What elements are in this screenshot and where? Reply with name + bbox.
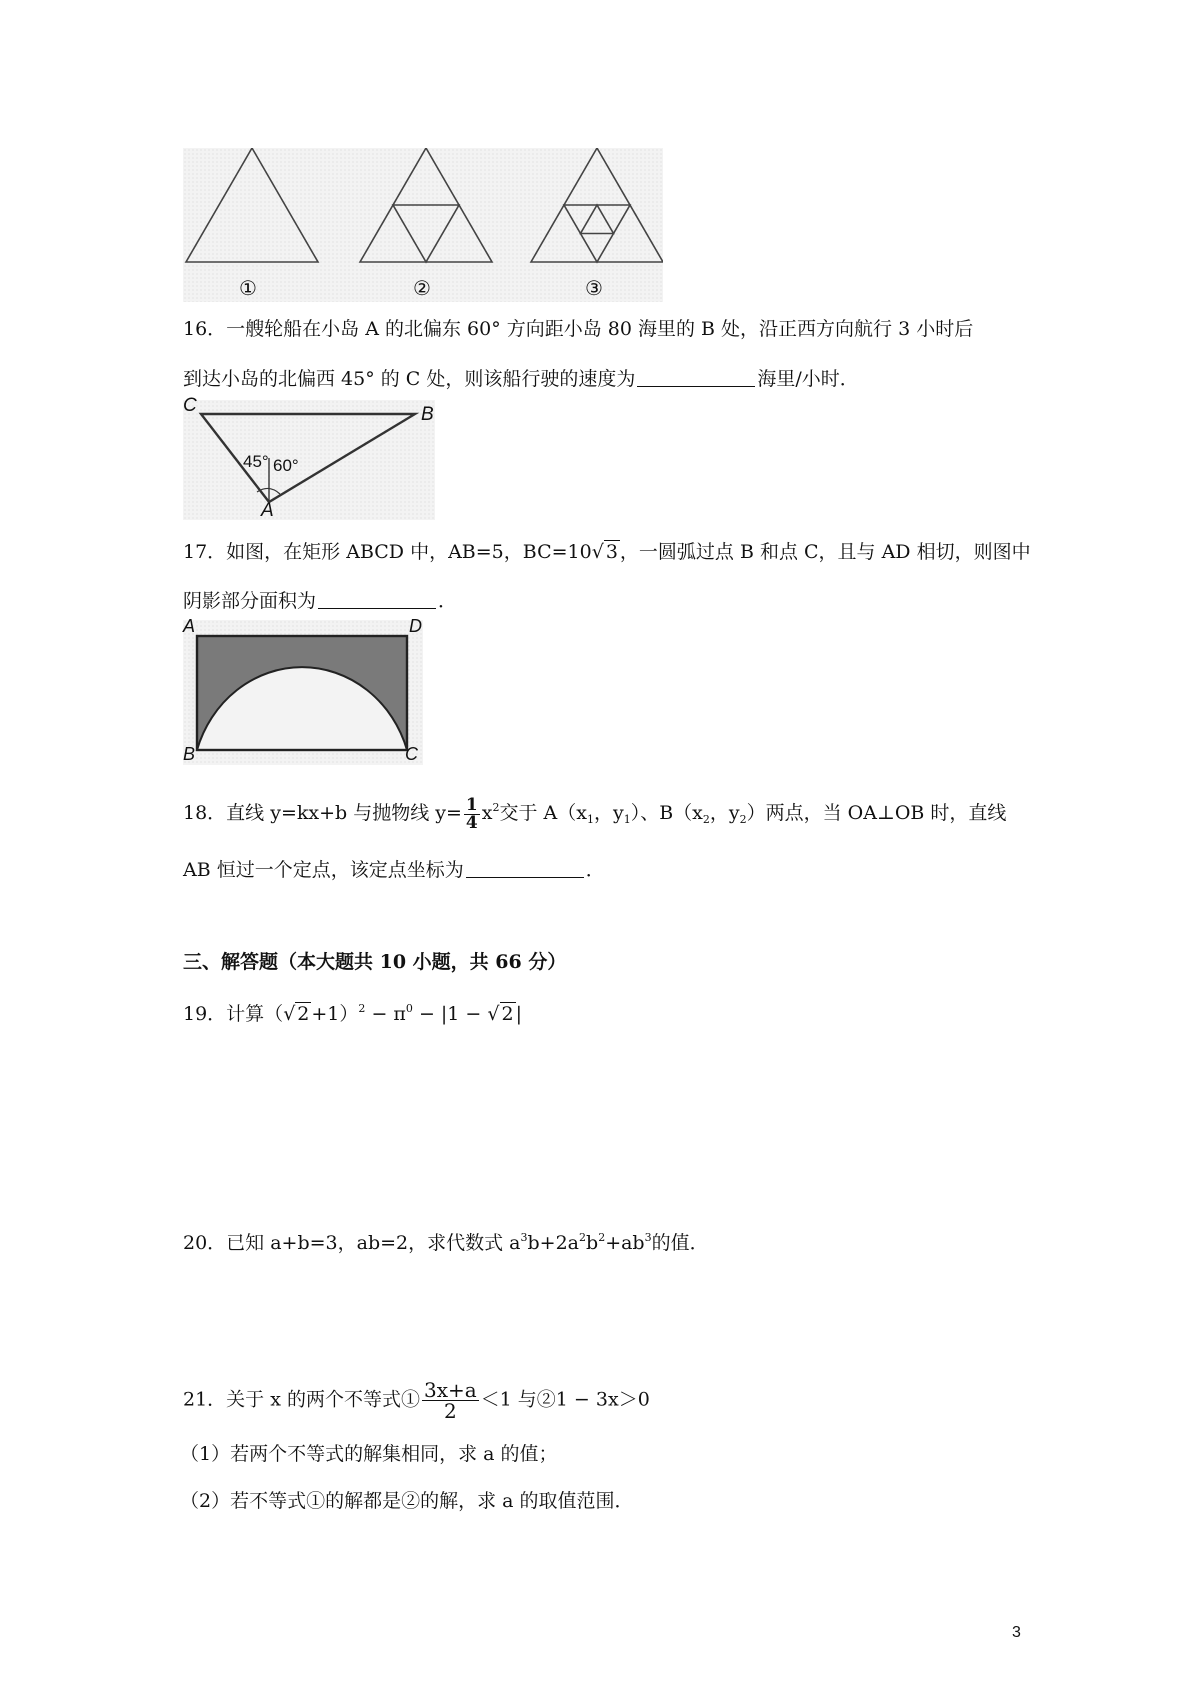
label-A: A bbox=[261, 500, 274, 521]
q16-unit: 海里/小时． bbox=[757, 368, 859, 390]
triangle-label-2: ② bbox=[413, 276, 431, 300]
q19-sup: 2 bbox=[358, 1002, 366, 1015]
triangle-label-3: ③ bbox=[585, 276, 603, 300]
q20-sup-2: 2 bbox=[579, 1231, 587, 1244]
ship-triangle-drawing bbox=[183, 400, 435, 520]
figure-triangles bbox=[183, 148, 663, 302]
q19-text-3: − π bbox=[365, 1003, 406, 1025]
fraction-3x-a-2: $\frac{3x+a}{2}$ bbox=[423, 1378, 477, 1423]
q20-line bbox=[183, 1224, 709, 1257]
q17-line1 bbox=[183, 538, 1031, 566]
rect-label-A: A bbox=[183, 616, 196, 636]
triangle-label-1: ① bbox=[239, 276, 257, 300]
q20-sup-3: 2 bbox=[598, 1231, 606, 1244]
q17-text-a: 17．如图，在矩形 ABCD 中，AB=5，BC=10 bbox=[183, 541, 592, 563]
q18-sub-1: 1 bbox=[586, 813, 594, 826]
q21-text-1: 21．关于 x 的两个不等式① bbox=[183, 1388, 420, 1411]
q19-text-1: 19．计算（ bbox=[183, 1003, 284, 1025]
q20-text-4: +ab bbox=[605, 1232, 645, 1254]
q21-sub2: （2）若不等式①的解都是②的解，求 a 的取值范围． bbox=[180, 1490, 634, 1512]
q18-text-8: AB 恒过一个定点，该定点坐标为 bbox=[183, 859, 464, 881]
q17-period: ． bbox=[438, 590, 458, 612]
q18-sup: 2 bbox=[492, 801, 500, 814]
q19-text-4: − |1 − bbox=[412, 1003, 488, 1025]
page-number: 3 bbox=[1012, 1624, 1021, 1641]
q17-text-c: 阴影部分面积为 bbox=[183, 590, 317, 612]
q16-text: 到达小岛的北偏西 45° 的 C 处，则该船行驶的速度为 bbox=[183, 368, 636, 390]
q18-text-3: 交于 A（x bbox=[499, 802, 587, 824]
q20-text-3: b bbox=[586, 1232, 599, 1254]
q16-line1: 16．一艘轮船在小岛 A 的北偏东 60° 方向距小岛 80 海里的 B 处，沿正西方向航行 3 小时后 bbox=[183, 318, 974, 340]
q20-text-2: b+2a bbox=[527, 1232, 580, 1254]
rectangle-arc-drawing bbox=[183, 620, 423, 765]
q17-text-b: ，一圆弧过点 B 和点 C，且与 AD 相切，则图中 bbox=[619, 541, 1031, 563]
q18-text-5: ）、B（x bbox=[630, 802, 703, 824]
q19-text-2: +1） bbox=[311, 1003, 359, 1025]
q18-text-4: ，y bbox=[593, 802, 624, 824]
q19-sup0: 0 bbox=[405, 1002, 413, 1015]
rect-label-B: B bbox=[183, 744, 196, 764]
q19-line bbox=[183, 995, 522, 1028]
q18-line2 bbox=[183, 855, 605, 884]
q17-line2 bbox=[183, 586, 457, 615]
q18-x: x bbox=[481, 802, 493, 824]
figure-ship-triangle bbox=[183, 395, 435, 521]
q18-sub-4: 2 bbox=[739, 813, 747, 826]
q21-text-2: ＜1 与②1 − 3x＞0 bbox=[480, 1388, 650, 1411]
q16-answer-blank bbox=[637, 364, 755, 387]
q20-sup-1: 3 bbox=[520, 1231, 528, 1244]
q20-sup-4: 3 bbox=[644, 1231, 652, 1244]
angle-60: 60° bbox=[273, 456, 299, 475]
sqrt-2-b: √ 2 bbox=[487, 1003, 514, 1025]
label-B: B bbox=[421, 404, 434, 425]
q18-answer-blank bbox=[466, 855, 584, 878]
rect-label-C: C bbox=[405, 744, 418, 764]
q18-text-7: ）两点，当 OA⊥OB 时，直线 bbox=[746, 802, 1007, 824]
q20-text-1: 20．已知 a+b=3，ab=2，求代数式 a bbox=[183, 1232, 521, 1254]
q18-period: ． bbox=[585, 859, 605, 881]
q20-text-5: 的值． bbox=[651, 1232, 709, 1254]
q19-text-5: | bbox=[515, 1003, 523, 1025]
q18-line1 bbox=[183, 794, 1006, 834]
q16-line2 bbox=[183, 364, 859, 393]
label-C: C bbox=[183, 395, 197, 416]
fraction-1-4: $\frac{1}{4}$ bbox=[465, 794, 478, 833]
rect-label-D: D bbox=[409, 616, 422, 636]
angle-45: 45° bbox=[243, 452, 269, 471]
sqrt-3: √ 3 bbox=[591, 541, 618, 563]
q18-text-6: ，y bbox=[709, 802, 740, 824]
section-3-heading: 三、解答题（本大题共 10 小题，共 66 分） bbox=[183, 951, 567, 973]
q21-sub1: （1）若两个不等式的解集相同，求 a 的值； bbox=[180, 1443, 558, 1465]
sqrt-2-a: √ 2 bbox=[283, 1003, 310, 1025]
q18-sub-3: 2 bbox=[702, 813, 710, 826]
q18-text-1: 18．直线 y=kx+b 与抛物线 y= bbox=[183, 802, 462, 824]
figure-rectangle-arc bbox=[183, 616, 423, 765]
q18-sub-2: 1 bbox=[623, 813, 631, 826]
q17-answer-blank bbox=[318, 586, 436, 609]
q21-line bbox=[183, 1380, 650, 1421]
